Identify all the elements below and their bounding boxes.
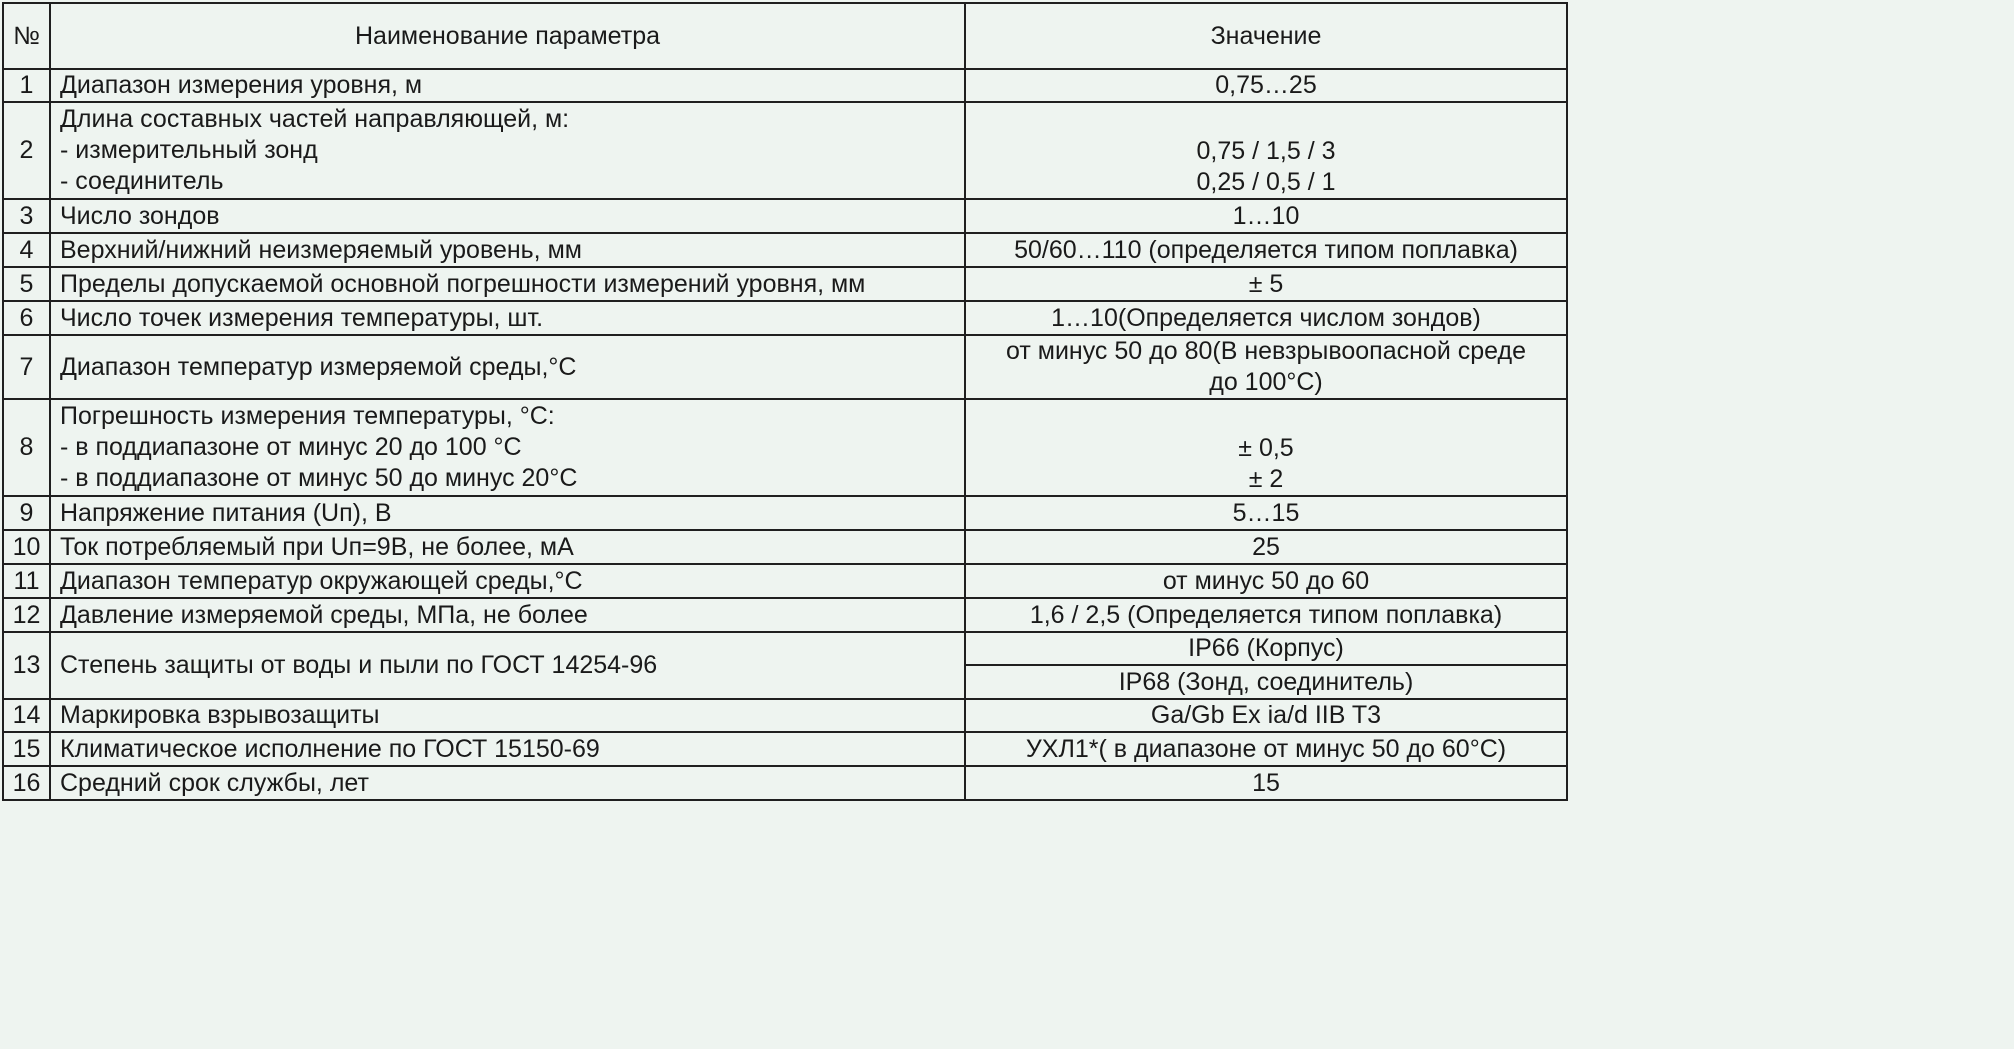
parameter-name bbox=[50, 496, 965, 530]
table-row bbox=[3, 233, 1567, 267]
parameter-name bbox=[50, 598, 965, 632]
parameter-name bbox=[50, 564, 965, 598]
table-header-row bbox=[3, 3, 1567, 69]
parameter-name-line: Диапазон измерения уровня, м bbox=[60, 71, 423, 99]
parameter-value-line: 1,6 / 2,5 (Определяется типом поплавка) bbox=[1029, 600, 1503, 629]
table-row bbox=[3, 267, 1567, 301]
parameter-value bbox=[965, 199, 1567, 233]
parameter-value-line: ± 0,5 bbox=[1238, 434, 1294, 462]
parameter-value-line: Ga/Gb Ex ia/d IIB T3 bbox=[1150, 701, 1382, 729]
parameter-value-line: 0,25 / 0,5 / 1 bbox=[1196, 168, 1336, 196]
parameter-name-line: - соединитель bbox=[60, 167, 224, 195]
row-number: 13 bbox=[3, 632, 50, 699]
parameter-value bbox=[965, 530, 1567, 564]
parameter-value-line: 0,75 / 1,5 / 3 bbox=[1196, 137, 1336, 165]
parameter-name bbox=[50, 732, 965, 766]
parameter-value-line: 25 bbox=[1252, 532, 1280, 561]
parameter-value bbox=[965, 267, 1567, 301]
parameter-name-line: Климатическое исполнение по ГОСТ 15150-69 bbox=[60, 734, 600, 763]
row-number: 4 bbox=[3, 233, 50, 267]
row-number: 6 bbox=[3, 301, 50, 335]
table-row bbox=[3, 564, 1567, 598]
parameter-name-line: Верхний/нижний неизмеряемый уровень, мм bbox=[60, 235, 582, 264]
parameter-name bbox=[50, 301, 965, 335]
header-value: Значение bbox=[965, 3, 1567, 69]
parameter-value-line: от минус 50 до 60 bbox=[1162, 566, 1370, 595]
parameter-name-line: Длина составных частей направляющей, м: bbox=[60, 105, 570, 133]
parameter-name-line: Ток потребляемый при Uп=9В, не более, мА bbox=[60, 532, 574, 561]
parameter-value bbox=[965, 335, 1567, 399]
row-number: 12 bbox=[3, 598, 50, 632]
table-row bbox=[3, 301, 1567, 335]
row-number: 14 bbox=[3, 699, 50, 732]
parameter-value-line: УХЛ1*( в диапазоне от минус 50 до 60°С) bbox=[1025, 734, 1507, 763]
parameter-value bbox=[965, 233, 1567, 267]
parameter-value-line: 1…10(Определяется числом зондов) bbox=[1051, 303, 1481, 332]
parameter-value bbox=[965, 564, 1567, 598]
header-num: № bbox=[3, 3, 50, 69]
parameter-value bbox=[965, 665, 1567, 699]
table-row bbox=[3, 699, 1567, 732]
parameter-name bbox=[50, 632, 965, 699]
parameter-value bbox=[965, 766, 1567, 800]
parameter-value bbox=[965, 732, 1567, 766]
parameter-value-line: 5…15 bbox=[1232, 498, 1300, 527]
table-row bbox=[3, 766, 1567, 800]
table-row bbox=[3, 399, 1567, 496]
parameter-name-line: Степень защиты от воды и пыли по ГОСТ 14254-96 bbox=[60, 651, 658, 679]
parameter-value bbox=[965, 301, 1567, 335]
table-row bbox=[3, 496, 1567, 530]
parameter-value-line: 50/60…110 (определяется типом поплавка) bbox=[1014, 235, 1518, 264]
parameter-value-line: IP68 (Зонд, соединитель) bbox=[1118, 667, 1414, 696]
parameter-name bbox=[50, 267, 965, 301]
parameter-name bbox=[50, 766, 965, 800]
parameter-name bbox=[50, 335, 965, 399]
row-number: 11 bbox=[3, 564, 50, 598]
row-number: 16 bbox=[3, 766, 50, 800]
parameter-name-line: Погрешность измерения температуры, °С: bbox=[60, 402, 555, 430]
row-number: 1 bbox=[3, 69, 50, 102]
parameter-name-line: Средний срок службы, лет bbox=[60, 768, 369, 797]
parameter-value bbox=[965, 699, 1567, 732]
parameter-name bbox=[50, 233, 965, 267]
parameter-name-line: Число зондов bbox=[60, 201, 220, 230]
parameter-value bbox=[965, 69, 1567, 102]
parameter-value-line: 0,75…25 bbox=[1215, 71, 1317, 99]
parameter-name-line: Диапазон температур измеряемой среды,°С bbox=[60, 352, 577, 381]
parameter-name bbox=[50, 699, 965, 732]
parameter-name-line: Диапазон температур окружающей среды,°С bbox=[60, 566, 583, 595]
parameter-value bbox=[965, 632, 1567, 665]
parameter-name bbox=[50, 199, 965, 233]
row-number: 15 bbox=[3, 732, 50, 766]
parameter-value bbox=[965, 102, 1567, 199]
parameter-name bbox=[50, 102, 965, 199]
parameter-name bbox=[50, 530, 965, 564]
header-name: Наименование параметра bbox=[50, 3, 965, 69]
parameter-name-line: - в поддиапазоне от минус 50 до минус 20°С bbox=[60, 464, 578, 492]
row-number: 2 bbox=[3, 102, 50, 199]
table-row bbox=[3, 199, 1567, 233]
parameter-name-line: Маркировка взрывозащиты bbox=[60, 701, 380, 729]
table-row bbox=[3, 632, 1567, 665]
parameter-value-line: IP66 (Корпус) bbox=[1188, 634, 1344, 662]
table-row bbox=[3, 102, 1567, 199]
parameter-name bbox=[50, 69, 965, 102]
table-row bbox=[3, 69, 1567, 102]
parameter-value-line: 1…10 bbox=[1232, 201, 1300, 230]
parameter-name-line: - измерительный зонд bbox=[60, 136, 318, 164]
row-number: 9 bbox=[3, 496, 50, 530]
specification-table bbox=[2, 2, 1568, 801]
table-row bbox=[3, 732, 1567, 766]
parameter-name-line: Давление измеряемой среды, МПа, не более bbox=[60, 600, 588, 629]
parameter-name-line: - в поддиапазоне от минус 20 до 100 °С bbox=[60, 433, 522, 461]
parameter-value bbox=[965, 598, 1567, 632]
parameter-name-line: Число точек измерения температуры, шт. bbox=[60, 303, 544, 332]
table-row bbox=[3, 335, 1567, 399]
parameter-name-line: Пределы допускаемой основной погрешности измерений уровня, мм bbox=[60, 269, 866, 298]
parameter-value-line: 15 bbox=[1252, 768, 1280, 797]
row-number: 5 bbox=[3, 267, 50, 301]
row-number: 10 bbox=[3, 530, 50, 564]
parameter-value-line: ± 2 bbox=[1248, 465, 1284, 493]
parameter-value bbox=[965, 496, 1567, 530]
parameter-value-line: до 100°С) bbox=[1209, 368, 1323, 396]
row-number: 7 bbox=[3, 335, 50, 399]
parameter-value bbox=[965, 399, 1567, 496]
row-number: 8 bbox=[3, 399, 50, 496]
parameter-value-line: от минус 50 до 80(В невзрывоопасной среде bbox=[1006, 337, 1526, 365]
parameter-name bbox=[50, 399, 965, 496]
table-row bbox=[3, 530, 1567, 564]
row-number: 3 bbox=[3, 199, 50, 233]
parameter-value-line: ± 5 bbox=[1248, 269, 1284, 298]
parameter-name-line: Напряжение питания (Uп), В bbox=[60, 498, 392, 527]
table-row bbox=[3, 598, 1567, 632]
